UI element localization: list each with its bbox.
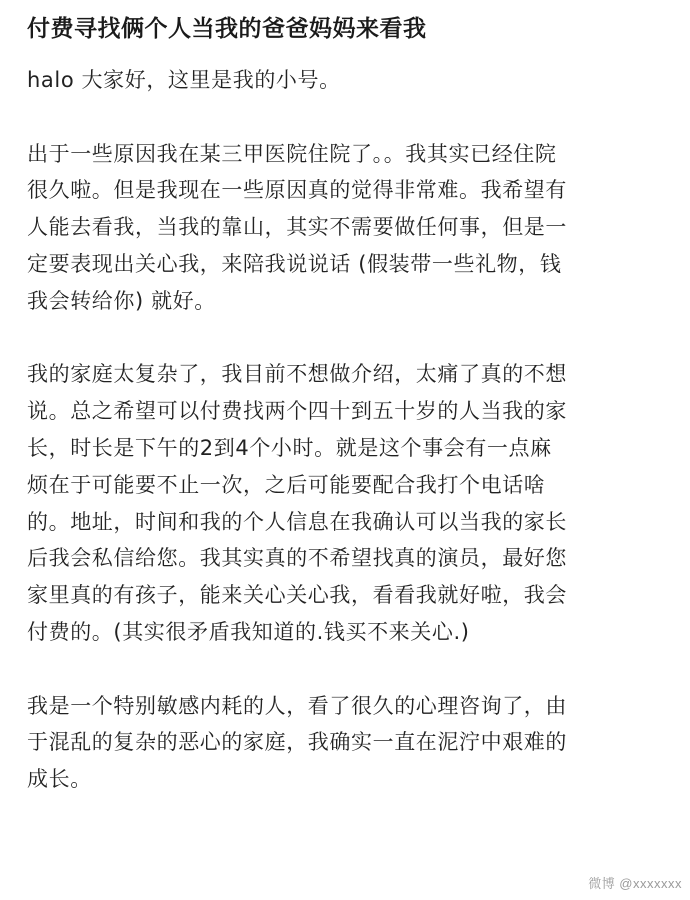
paragraph-line: 成长。 <box>27 767 92 792</box>
paragraph-line: 说。总之希望可以付费找两个四十到五十岁的人当我的家 <box>27 399 567 424</box>
post-paragraph <box>27 688 672 798</box>
paragraph-line: 我是一个特别敏感内耗的人，看了很久的心理咨询了，由 <box>27 693 567 718</box>
post <box>27 10 672 798</box>
paragraph-line: 长，时长是下午的2到4个小时。就是这个事会有一点麻 <box>27 435 552 460</box>
paragraph-line: 烦在于可能要不止一次，之后可能要配合我打个电话啥 <box>27 472 546 497</box>
paragraph-line: 付费的。(其实很矛盾我知道的.钱买不来关心.) <box>27 619 470 644</box>
paragraph-line: 人能去看我，当我的靠山，其实不需要做任何事，但是一 <box>27 215 567 240</box>
paragraph-line: 定要表现出关心我，来陪我说说话 (假装带一些礼物，钱 <box>27 251 562 276</box>
post-paragraph <box>27 62 672 99</box>
paragraph-line: 于混乱的复杂的恶心的家庭，我确实一直在泥泞中艰难的 <box>27 730 567 755</box>
paragraph-line: 我会转给你) 就好。 <box>27 288 216 313</box>
post-paragraph <box>27 136 672 320</box>
post-body <box>27 62 672 798</box>
paragraph-line: 我的家庭太复杂了，我目前不想做介绍，太痛了真的不想 <box>27 362 567 387</box>
paragraph-line: 出于一些原因我在某三甲医院住院了。。我其实已经住院 <box>27 141 557 166</box>
paragraph-line: 的。地址，时间和我的个人信息在我确认可以当我的家长 <box>27 509 567 534</box>
paragraph-line: 很久啦。但是我现在一些原因真的觉得非常难。我希望有 <box>27 178 567 203</box>
post-paragraph <box>27 356 672 650</box>
watermark: 微博 @xxxxxxx <box>588 876 682 891</box>
paragraph-line: 家里真的有孩子，能来关心关心我，看看我就好啦，我会 <box>27 583 567 608</box>
paragraph-line: 后我会私信给您。我其实真的不希望找真的演员，最好您 <box>27 546 567 571</box>
paragraph-line: halo 大家好，这里是我的小号。 <box>27 68 341 92</box>
post-title: 付费寻找俩个人当我的爸爸妈妈来看我 <box>27 16 427 42</box>
